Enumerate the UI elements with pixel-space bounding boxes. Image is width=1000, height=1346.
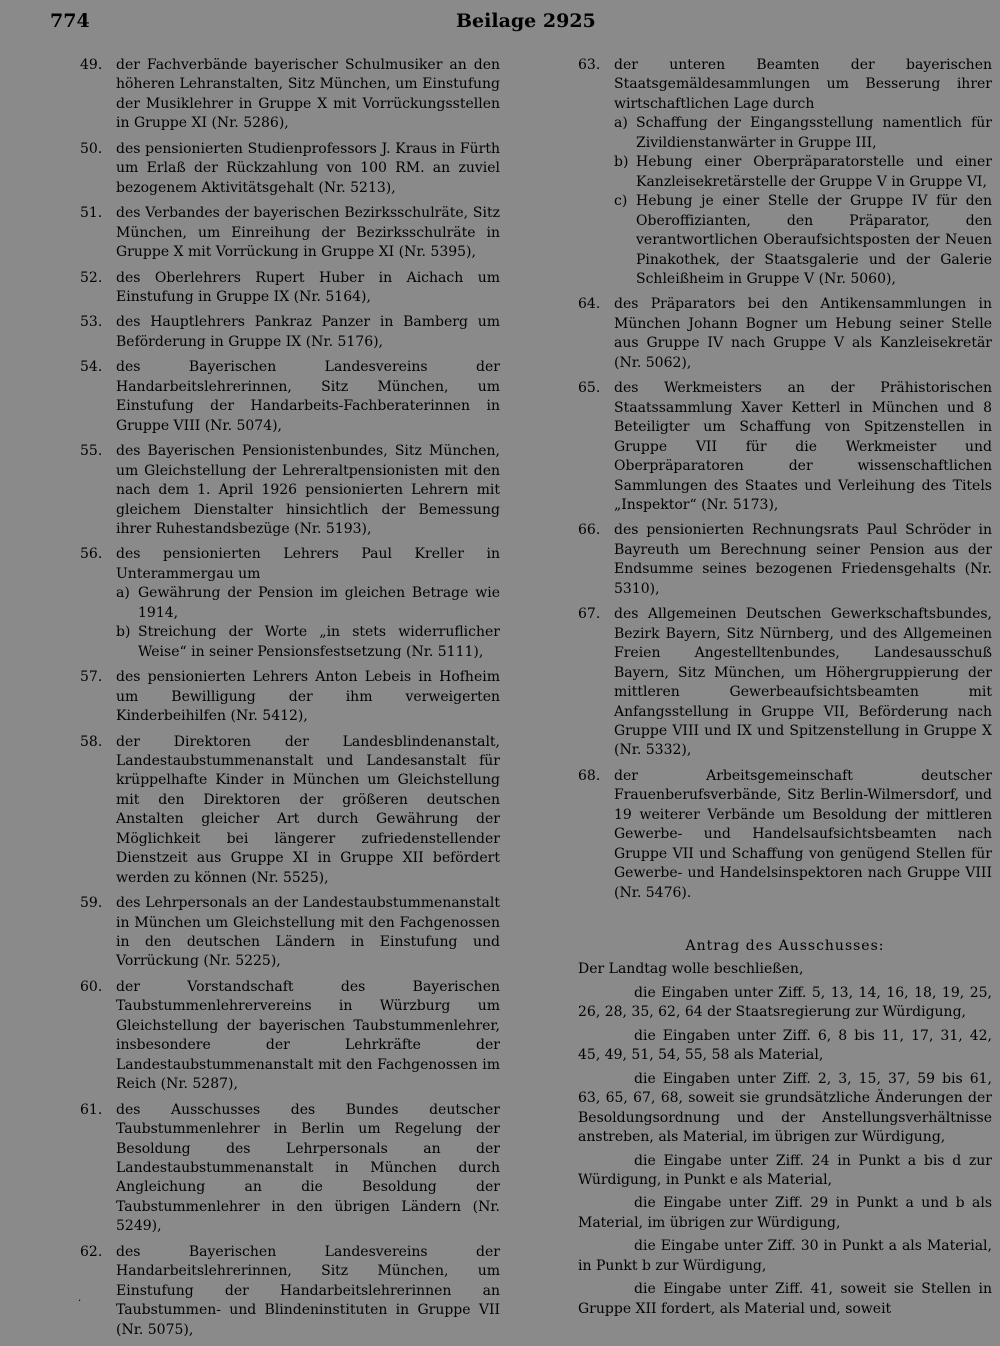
sub-item-text: Gewährung der Pension im gleichen Betrage wie 1914, <box>138 585 500 621</box>
list-item <box>578 56 992 289</box>
item-text: des Bayerischen Pensionistenbundes, Sitz München, um Gleichstellung der Lehreraltpensionisten mit den nach dem 1. April 1926 pensionierten Lehrern mit gleichem Dienstalter hinsichtlich der Bemessung ihrer Ruhestandsbezüge (Nr. 5193), <box>116 443 500 537</box>
item-text: des Bayerischen Landesvereins der Handarbeitslehrerinnen, Sitz München, um Einstufung der Handarbeitslehrerinnen an Taubstummen- und Blindeninstituten in Gruppe VII (Nr. 5075), <box>116 1243 500 1338</box>
list-item <box>80 978 500 1095</box>
item-text: des Oberlehrers Rupert Huber in Aichach um Einstufung in Gruppe IX (Nr. 5164), <box>116 269 500 305</box>
sub-item <box>614 153 992 192</box>
page-dot: · <box>78 1296 82 1307</box>
item-number: 53. <box>80 314 103 331</box>
antrag-paragraph: die Eingaben unter Ziff. 5, 13, 14, 16, 18, 19, 25, 26, 28, 35, 62, 64 der Staatsregierung zur Würdigung, <box>578 984 992 1021</box>
item-number: 51. <box>80 205 103 222</box>
sub-item-text: Hebung einer Oberpräparatorstelle und einer Kanzleisekretärstelle der Gruppe V in Gruppe VI, <box>636 154 992 190</box>
item-number: 54. <box>80 359 103 376</box>
item-text: des pensionierten Rechnungsrats Paul Schröder in Bayreuth um Berechnung seiner Pension aus der Endsumme seines bezogenen Friedensgehalts (Nr. 5310), <box>614 522 992 597</box>
item-number: 55. <box>80 443 103 460</box>
item-text: des Werkmeisters an der Prähistorischen Staatssammlung Xaver Ketterl in München und 8 Beteiligter um Schaffung von Spitzenstellen in Gruppe VII für die Werkmeister und Oberpräparatoren der wissenschaftlichen Sammlungen des Staates und Verleihung des Titels „Inspektor“ (Nr. 5173), <box>614 380 992 513</box>
sub-item-text: Schaffung der Eingangsstellung namentlich für Zivildienstanwärter in Gruppe III, <box>636 115 992 151</box>
sub-item-label: b) <box>116 624 131 641</box>
antrag-paragraph: die Eingabe unter Ziff. 24 in Punkt a bis d zur Würdigung, in Punkt e als Material, <box>578 1152 992 1189</box>
list-item <box>80 204 500 262</box>
page-header <box>0 0 1000 40</box>
item-number: 60. <box>80 978 103 995</box>
sub-item <box>116 584 500 623</box>
sub-item-label: a) <box>614 115 628 132</box>
page-number: 774 <box>50 10 90 32</box>
list-item <box>578 379 992 515</box>
item-number: 57. <box>80 669 103 686</box>
item-number: 66. <box>578 522 601 539</box>
item-number: 65. <box>578 380 601 397</box>
list-item <box>80 358 500 436</box>
list-item <box>80 545 500 662</box>
item-number: 63. <box>578 57 601 73</box>
antrag-paragraph: die Eingabe unter Ziff. 29 in Punkt a und b als Material, im übrigen zur Würdigung, <box>578 1195 992 1231</box>
item-text: des Bayerischen Landesvereins der Handarbeitslehrerinnen, Sitz München, um Einstufung der Handarbeits-Fachberaterinnen in Gruppe VIII (Nr. 5074), <box>116 359 500 434</box>
list-item <box>80 269 500 308</box>
list-item <box>80 1243 500 1340</box>
item-number: 52. <box>80 269 103 286</box>
list-item <box>80 140 500 198</box>
antrag-paragraph: die Eingabe unter Ziff. 41, soweit sie Stellen in Gruppe XII fordert, als Material und, soweit <box>578 1281 992 1317</box>
item-text: des Verbandes der bayerischen Bezirksschulräte, Sitz München, um Einreihung der Bezirksschulräte in Gruppe X mit Vorrückung in Gruppe XI (Nr. 5395), <box>116 205 500 261</box>
antrag-paragraph: die Eingaben unter Ziff. 6, 8 bis 11, 17, 31, 42, 45, 49, 51, 54, 55, 58 als Material, <box>578 1027 992 1064</box>
list-item <box>578 521 992 599</box>
list-item <box>578 767 992 903</box>
item-text: des Präparators bei den Antikensammlungen in München Johann Bogner um Hebung seiner Stelle aus Gruppe IV nach Gruppe V als Kanzleisekretär (Nr. 5062), <box>614 296 992 371</box>
left-column <box>80 56 500 1346</box>
list-item <box>80 56 500 134</box>
item-number: 68. <box>578 767 601 784</box>
item-number: 49. <box>80 57 103 73</box>
item-number: 58. <box>80 733 103 750</box>
item-text: der Arbeitsgemeinschaft deutscher Frauenberufsverbände, Sitz Berlin-Wilmersdorf, und 19 weiterer Verbände um Besoldung der mittleren Gewerbe- und Handelsaufsichtsbeamten nach Gruppe VII und Schaffung von genügend Stellen für Gewerbe- und Handelsinspektoren nach Gruppe VIII (Nr. 5476). <box>614 767 992 901</box>
antrag-title: Antrag des Ausschusses: <box>685 938 885 955</box>
item-number: 67. <box>578 606 601 623</box>
list-item <box>578 605 992 761</box>
sub-item <box>116 623 500 662</box>
item-text: des Lehrpersonals an der Landestaubstummenanstalt in München um Gleichstellung mit den Fachgenossen in den deutschen Ländern in Einstufung und Vorrückung (Nr. 5225), <box>116 895 500 970</box>
item-number: 62. <box>80 1243 103 1260</box>
list-item <box>578 295 992 373</box>
item-text: der unteren Beamten der bayerischen Staatsgemäldesammlungen um Besserung ihrer wirtschaftlichen Lage durch <box>614 57 992 112</box>
item-text: des pensionierten Lehrers Anton Lebeis in Hofheim um Bewilligung der ihm verweigerten Kinderbeihilfen (Nr. 5412), <box>116 669 500 725</box>
list-item <box>80 313 500 352</box>
sub-item-label: a) <box>116 585 130 602</box>
right-column <box>578 56 992 1323</box>
antrag-paragraph: die Eingabe unter Ziff. 30 in Punkt a als Material, in Punkt b zur Würdigung, <box>578 1238 992 1274</box>
page-title: Beilage 2925 <box>456 10 596 32</box>
item-number: 56. <box>80 546 103 563</box>
item-text: des Ausschusses des Bundes deutscher Taubstummenlehrer in Berlin um Regelung der Besoldung des Lehrpersonals an der Landestaubstummenanstalt in München durch Angleichung an die Besoldung der Taubstummenlehrer in den übrigen Ländern (Nr. 5249), <box>116 1101 500 1235</box>
list-item <box>80 442 500 539</box>
item-text: der Fachverbände bayerischer Schulmusiker an den höheren Lehranstalten, Sitz München, um Einstufung der Musiklehrer in Gruppe X mit Vorrückungsstellen in Gruppe XI (Nr. 5286), <box>116 57 500 132</box>
item-text: der Vorstandschaft des Bayerischen Taubstummenlehrervereins in Würzburg um Gleichstellung der bayerischen Taubstummenlehrer, insbesondere der Lehrkräfte der Landestaubstummenanstalt mit den Fachgenossen im Reich (Nr. 5287), <box>116 978 500 1093</box>
item-text: des Hauptlehrers Pankraz Panzer in Bamberg um Beförderung in Gruppe IX (Nr. 5176), <box>116 314 500 350</box>
item-number: 64. <box>578 296 601 313</box>
item-number: 59. <box>80 895 103 912</box>
antrag-paragraphs <box>578 984 992 1319</box>
item-number: 50. <box>80 140 103 157</box>
sub-item <box>614 192 992 289</box>
sub-item <box>614 114 992 153</box>
antrag-intro: Der Landtag wolle beschließen, <box>578 961 804 978</box>
sub-item-label: c) <box>614 193 628 210</box>
item-text: des pensionierten Lehrers Paul Kreller in Unterammergau um <box>116 546 500 582</box>
sub-item-text: Hebung je einer Stelle der Gruppe IV für den Oberoffizianten, den Präparator, den verantwortlichen Oberaufsichtsposten der Neuen Pinakothek, der Staatsgalerie und der Galerie Schleißheim in Gruppe V (Nr. 5060), <box>636 193 992 287</box>
item-text: der Direktoren der Landesblindenanstalt, Landestaubstummenanstalt und Landesanstalt für krüppelhafte Kinder in München um Gleichstellung mit den Direktoren der größeren deutschen Anstalten gleicher Art durch Gewährung der Möglichkeit bei längerer zufriedenstellender Dienstzeit aus Gruppe XI in Gruppe XII befördert werden zu können (Nr. 5525), <box>116 733 500 886</box>
item-number: 61. <box>80 1101 103 1118</box>
list-item <box>80 733 500 889</box>
antrag-paragraph: die Eingaben unter Ziff. 2, 3, 15, 37, 59 bis 61, 63, 65, 67, 68, soweit sie grundsätzliche Änderungen der Besoldungsordnung und der Anstellungsverhältnisse anstreben, als Material, im übrigen zur Würdigung, <box>578 1070 992 1146</box>
list-item <box>80 1101 500 1237</box>
list-item <box>80 894 500 972</box>
item-text: des Allgemeinen Deutschen Gewerkschaftsbundes, Bezirk Bayern, Sitz Nürnberg, und des Allgemeinen Freien Angestelltenbundes, Landesausschuß Bayern, Sitz München, um Höhergruppierung der mittleren Gewerbeaufsichtsbeamten mit Anfangsstellung in Gruppe VII, Beförderung nach Gruppe VIII und IX und Spitzenstellung in Gruppe X (Nr. 5332), <box>614 606 992 759</box>
item-text: des pensionierten Studienprofessors J. Kraus in Fürth um Erlaß der Rückzahlung von 100 RM. an zuviel bezogenem Aktivitätsgehalt (Nr. 5213), <box>116 140 500 196</box>
list-item <box>80 668 500 726</box>
right-items <box>578 56 992 903</box>
sub-item-label: b) <box>614 154 629 171</box>
sub-item-text: Streichung der Worte „in stets widerruflicher Weise“ in seiner Pensionsfestsetzung (Nr. 5111), <box>138 624 500 660</box>
